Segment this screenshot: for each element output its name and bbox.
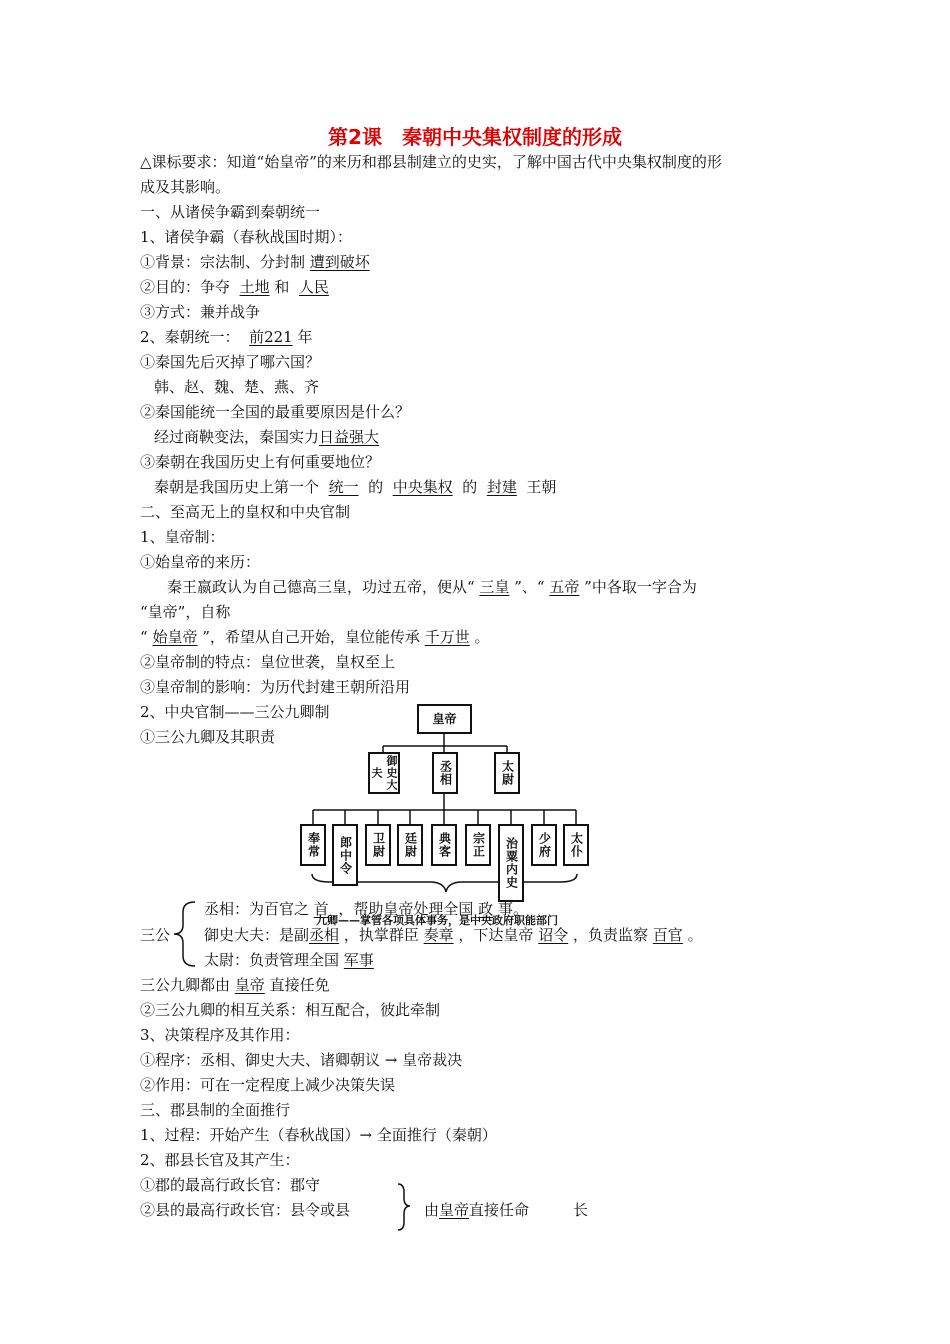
s1-a2: 经过商鞅变法，秦国实力日益强大 — [154, 428, 380, 446]
s2-o4: ①三公九卿及其职责 — [140, 728, 276, 746]
chart-node-sangong-chengxiang: 丞相 — [432, 752, 458, 794]
answer-blank: 政 — [478, 900, 494, 918]
s1-q2: ②秦国能统一全国的最重要原因是什么？ — [140, 403, 411, 421]
s2-o1: ①始皇帝的来历： — [140, 553, 261, 571]
s3-appoint: 由皇帝直接任命 — [424, 1201, 530, 1219]
s2b-procedure: ①程序：丞相、御史大夫、诸卿朝议 → 皇帝裁决 — [140, 1051, 463, 1069]
s2b-appoint: 三公九卿都由 皇帝 直接任免 — [140, 976, 330, 994]
s3-process: 1、过程：开始产生（春秋战国）→ 全面推行（秦朝） — [140, 1126, 497, 1144]
answer-blank: 封建 — [486, 478, 517, 496]
jiuqing-note: 九卿——掌管各项具体事务，是中央政府职能部门 — [316, 914, 558, 927]
curriculum-requirement-line1: △课标要求：知道“始皇帝”的来历和郡县制建立的史实，了解中国古代中央集权制度的形 — [140, 153, 722, 171]
chart-node-jiuqing-shaofu: 少府 — [531, 824, 557, 866]
section2-heading: 二、至高无上的皇权和中央官制 — [140, 503, 351, 521]
page-title: 第2课 秦朝中央集权制度的形成 — [328, 125, 622, 149]
answer-blank: 丞相 — [309, 926, 340, 944]
answer-blank: 首 — [313, 900, 329, 918]
s2-sub2: 2、中央官制——三公九卿制 — [140, 703, 330, 721]
chart-node-sangong-yushidafu: 御史大夫 — [368, 752, 400, 794]
answer-blank: 皇帝 — [234, 976, 265, 994]
answer-blank: 始皇帝 — [152, 628, 198, 646]
s1-q3: ③秦朝在我国历史上有何重要地位？ — [140, 453, 381, 471]
section3-heading: 三、郡县制的全面推行 — [140, 1101, 291, 1119]
chart-node-jiuqing-dianke: 典客 — [431, 824, 457, 866]
chart-node-jiuqing-weiwei: 卫尉 — [365, 824, 391, 866]
answer-blank: 军事 — [343, 951, 374, 969]
section1-heading: 一、从诸侯争霸到秦朝统一 — [140, 203, 321, 221]
chart-node-jiuqing-zhisuneishi: 治粟内史 — [498, 824, 524, 902]
answer-blank: 三皇 — [479, 578, 510, 596]
chart-node-jiuqing-tingwei: 廷尉 — [397, 824, 423, 866]
s1-goal: ②目的：争夺 土地 和 人民 — [140, 278, 329, 296]
s2-o2: ②皇帝制的特点：皇位世袭，皇权至上 — [140, 653, 396, 671]
answer-blank: 五帝 — [549, 578, 580, 596]
sangong-yushidafu-duty: 御史大夫：是副丞相 ，执掌群臣 奏章 ，下达皇帝 诏令 ，负责监察 百官 。 — [204, 926, 703, 944]
curriculum-requirement-line2: 成及其影响。 — [140, 178, 231, 196]
s3-sub2: 2、郡县长官及其产生： — [140, 1151, 300, 1169]
s2b-effect: ②作用：可在一定程度上减少决策失误 — [140, 1076, 396, 1094]
answer-blank: 诏令 — [538, 926, 569, 944]
s1-a1: 韩、赵、魏、楚、燕、齐 — [154, 378, 320, 396]
sangong-label: 三公 — [140, 926, 171, 944]
answer-blank: 遭到破坏 — [309, 253, 370, 271]
sangong-taiwei-duty: 太尉：负责管理全国 军事 — [204, 951, 374, 969]
chart-node-sangong-taiwei: 太尉 — [494, 752, 520, 794]
s1-q1: ①秦国先后灭掉了哪六国？ — [140, 353, 321, 371]
s2-o3: ③皇帝制的影响：为历代封建王朝所沿用 — [140, 678, 411, 696]
s1-way: ③方式：兼并战争 — [140, 303, 261, 321]
answer-blank: 日益强大 — [319, 428, 380, 446]
answer-blank: 奏章 — [423, 926, 454, 944]
sangong-chengxiang-duty: 丞相：为百官之 首 ，帮助皇帝处理全国 政 事。 — [204, 900, 528, 918]
s3-o1: ①郡的最高行政长官：郡守 — [140, 1176, 321, 1194]
s2-p3: “ 始皇帝 ”，希望从自己开始，皇位能传承 千万世 。 — [140, 628, 490, 646]
s1-sub1: 1、诸侯争霸（春秋战国时期）： — [140, 228, 353, 246]
answer-blank: 土地 — [239, 278, 270, 296]
answer-blank: 前221 — [249, 328, 293, 346]
s3-tail: 长 — [573, 1201, 589, 1219]
s1-sub2: 2、秦朝统一： 前221 年 — [140, 328, 313, 346]
s1-a3: 秦朝是我国历史上第一个 统一 的 中央集权 的 封建 王朝 — [154, 478, 557, 496]
s2-p2: “皇帝”，自称 — [140, 603, 231, 621]
s2-sub1: 1、皇帝制： — [140, 528, 225, 546]
s2b-relation: ②三公九卿的相互关系：相互配合，彼此牵制 — [140, 1001, 441, 1019]
s3-o2: ②县的最高行政长官：县令或县 — [140, 1201, 351, 1219]
answer-blank: 皇帝 — [439, 1201, 470, 1219]
answer-blank: 人民 — [298, 278, 329, 296]
s2b-sub3: 3、决策程序及其作用： — [140, 1026, 300, 1044]
chart-node-jiuqing-zongzheng: 宗正 — [465, 824, 491, 866]
s1-background: ①背景：宗法制、分封制 遭到破坏 — [140, 253, 370, 271]
chart-node-jiuqing-langzhongling: 郎中令 — [332, 824, 358, 886]
answer-blank: 百官 — [652, 926, 683, 944]
chart-node-jiuqing-fengchang: 奉常 — [300, 824, 326, 866]
chart-node-emperor: 皇帝 — [417, 704, 472, 734]
answer-blank: 千万世 — [424, 628, 470, 646]
answer-blank: 中央集权 — [392, 478, 453, 496]
s2-p1: 秦王嬴政认为自己德高三皇，功过五帝，便从“ 三皇 ”、“ 五帝 ”中各取一字合为 — [167, 578, 697, 596]
chart-node-jiuqing-taipu: 太仆 — [563, 824, 589, 866]
answer-blank: 统一 — [328, 478, 359, 496]
